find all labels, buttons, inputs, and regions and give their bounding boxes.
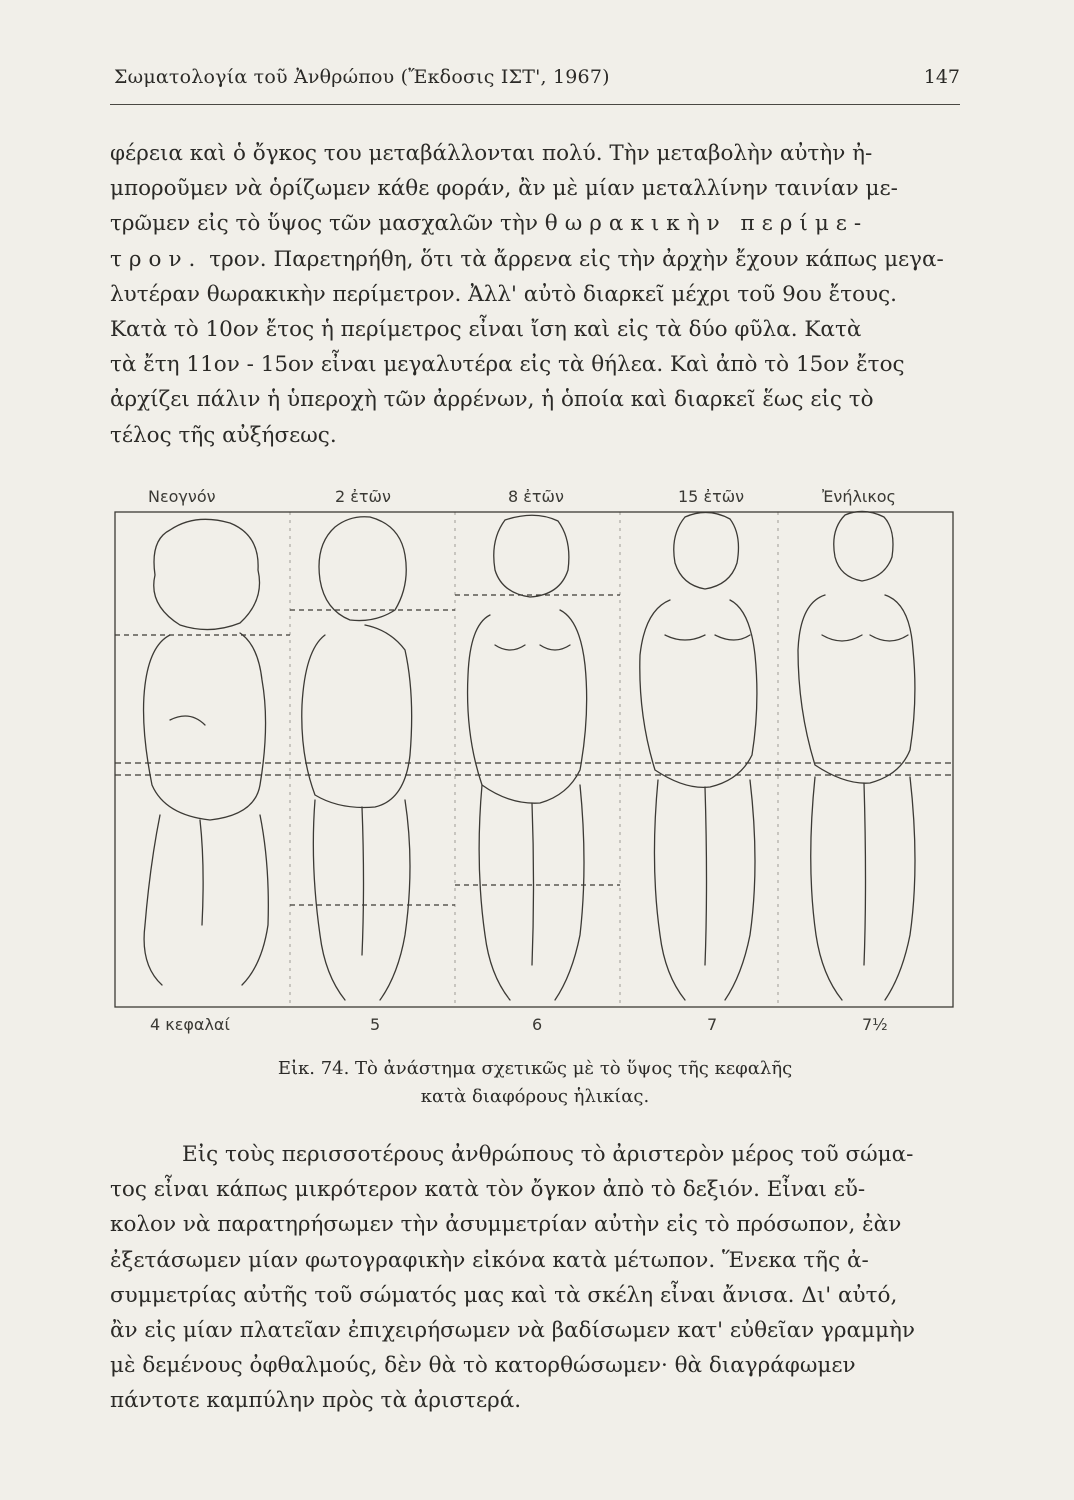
running-header xyxy=(110,64,960,105)
spaced-term: θωρακικὴν περίμε- xyxy=(544,211,869,237)
running-title: Σωματολογία τοῦ Ἀνθρώπου (Ἔκδοσις ΙΣΤ', 1967) xyxy=(114,66,610,88)
eight-years-figure xyxy=(468,515,587,1000)
text-segment: τρῶμεν εἰς τὸ ὕψος τῶν μασχαλῶν τὴν xyxy=(110,211,538,237)
proportion-drawing xyxy=(110,485,960,1040)
text-line: Εἰς τοὺς περισσοτέρους ἀνθρώπους τὸ ἀριστερὸν μέρος τοῦ σώμα- xyxy=(182,1142,914,1167)
label-adult: Ἐνήλικος xyxy=(822,487,896,506)
label-8-years: 8 ἐτῶν xyxy=(508,487,564,506)
text-line: ἀρχίζει πάλιν ἡ ὑπεροχὴ τῶν ἀρρένων, ἡ ὁποία καὶ διαρκεῖ ἕως εἰς τὸ xyxy=(110,387,874,413)
figure-body-proportions xyxy=(110,485,960,1040)
text-line: τὰ ἔτη 11ον - 15ον εἶναι μεγαλυτέρα εἰς τὰ θήλεα. Καὶ ἀπὸ τὸ 15ον ἔτος xyxy=(110,352,905,378)
label-15-years: 15 ἐτῶν xyxy=(678,487,745,506)
caption-line: κατὰ διαφόρους ἡλικίας. xyxy=(420,1086,650,1107)
label-7-5-heads: 7½ xyxy=(862,1015,888,1034)
paragraph-asymmetry xyxy=(110,1137,960,1419)
text-line: μποροῦμεν νὰ ὁρίζωμεν κάθε φοράν, ἂν μὲ μίαν μεταλλίνην ταινίαν με- xyxy=(110,176,898,202)
text-line: τέλος τῆς αὐξήσεως. xyxy=(110,422,337,448)
two-years-figure xyxy=(302,517,412,1000)
label-2-years: 2 ἐτῶν xyxy=(335,487,391,506)
figure-frame xyxy=(115,512,953,1007)
paragraph-thoracic-perimeter xyxy=(110,136,960,453)
text-line xyxy=(110,206,960,241)
text-line: κολον νὰ παρατηρήσωμεν τὴν ἀσυμμετρίαν αὐτὴν εἰς τὸ πρόσωπον, ἐὰν xyxy=(110,1212,902,1238)
text-line xyxy=(110,242,960,277)
text-line: πάντοτε καμπύλην πρὸς τὰ ἀριστερά. xyxy=(110,1388,522,1414)
label-5-heads: 5 xyxy=(370,1015,381,1034)
text-line: Κατὰ τὸ 10ον ἔτος ἡ περίμετρος εἶναι ἴση καὶ εἰς τὰ δύο φῦλα. Κατὰ xyxy=(110,316,862,342)
text-line: λυτέραν θωρακικὴν περίμετρον. Ἀλλ' αὐτὸ διαρκεῖ μέχρι τοῦ 9ου ἔτους. xyxy=(110,281,897,307)
text-line: συμμετρίας αὐτῆς τοῦ σώματός μας καὶ τὰ σκέλη εἶναι ἄνισα. Δι' αὐτό, xyxy=(110,1282,898,1308)
spaced-term: τρον. xyxy=(110,246,203,272)
figure-caption xyxy=(110,1055,960,1111)
adult-figure xyxy=(798,511,915,1000)
caption-line: Εἰκ. 74. Τὸ ἀνάστημα σχετικῶς μὲ τὸ ὕψος τῆς κεφαλῆς xyxy=(277,1058,793,1079)
text-line: ἐξετάσωμεν μίαν φωτογραφικὴν εἰκόνα κατὰ μέτωπον. Ἕνεκα τῆς ἀ- xyxy=(110,1247,869,1273)
label-4-heads: 4 κεφαλαί xyxy=(150,1015,230,1034)
text-segment: τρον. Παρετηρήθη, ὅτι τὰ ἄρρενα εἰς τὴν ἀρχὴν ἔχουν κάπως μεγα- xyxy=(209,246,944,272)
text-line: τος εἶναι κάπως μικρότερον κατὰ τὸν ὄγκον ἀπὸ τὸ δεξιόν. Εἶναι εὔ- xyxy=(110,1177,866,1203)
label-7-heads: 7 xyxy=(707,1015,718,1034)
fifteen-years-figure xyxy=(640,512,757,1000)
page-number: 147 xyxy=(923,66,960,88)
label-6-heads: 6 xyxy=(532,1015,543,1034)
text-line: ἂν εἰς μίαν πλατεῖαν ἐπιχειρήσωμεν νὰ βαδίσωμεν κατ' εὐθεῖαν γραμμὴν xyxy=(110,1317,915,1343)
label-newborn: Νεογνόν xyxy=(148,487,216,506)
newborn-figure xyxy=(144,519,269,985)
text-line: φέρεια καὶ ὁ ὄγκος του μεταβάλλονται πολύ. Τὴν μεταβολὴν αὐτὴν ἠ- xyxy=(110,141,873,166)
text-line: μὲ δεμένους ὀφθαλμούς, δὲν θὰ τὸ κατορθώσωμεν· θὰ διαγράφωμεν xyxy=(110,1353,856,1379)
